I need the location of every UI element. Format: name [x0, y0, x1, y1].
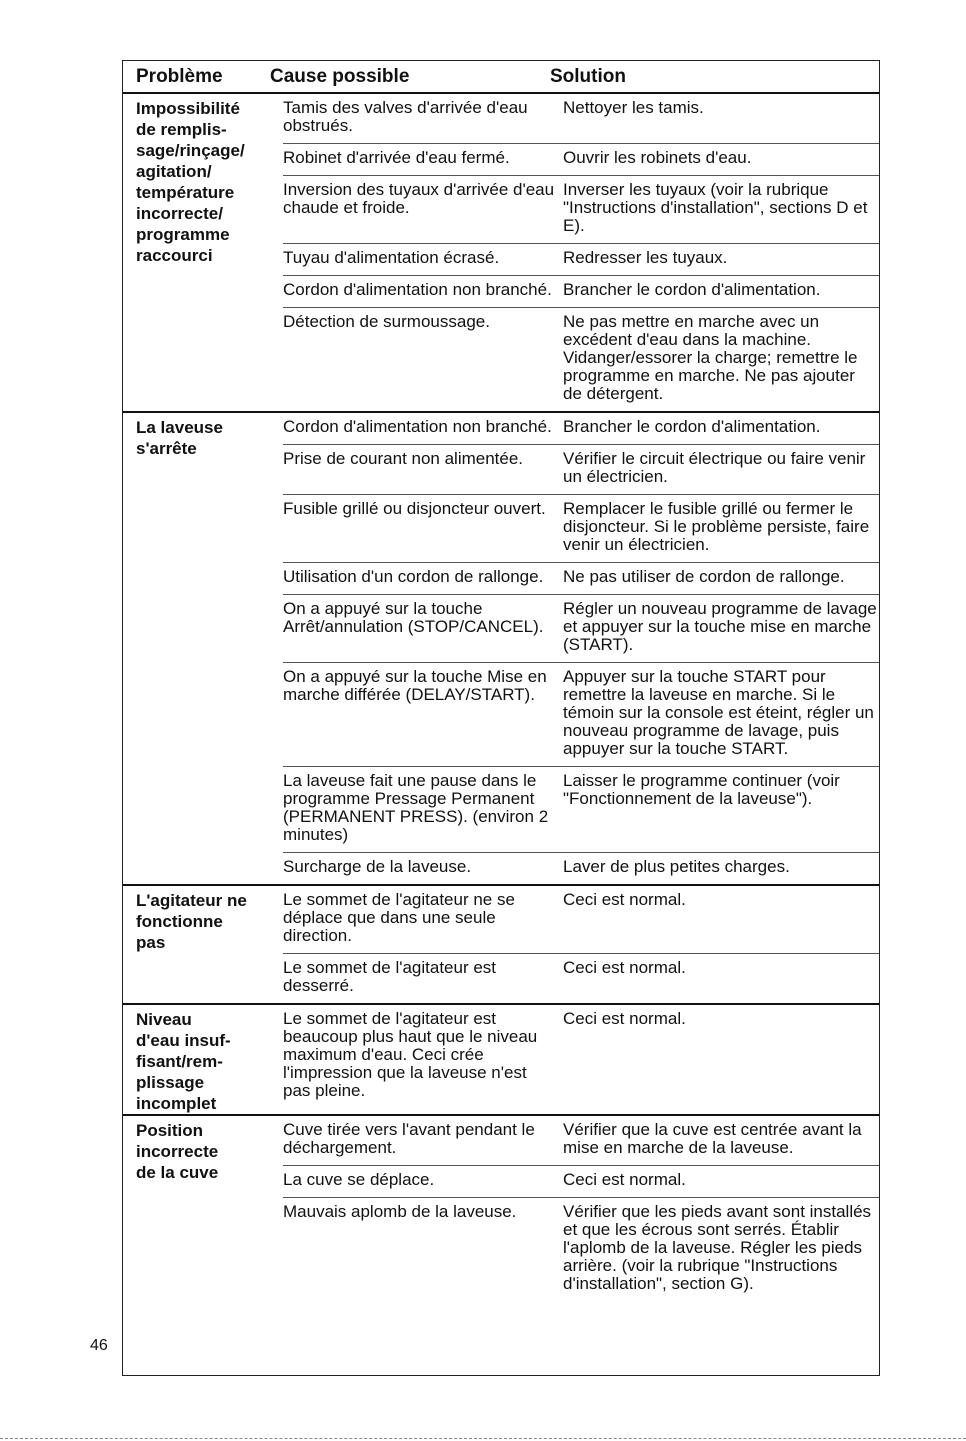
cause-cell: Tuyau d'alimentation écrasé. — [283, 248, 500, 267]
table-row — [283, 1116, 879, 1166]
cause-cell: Surcharge de la laveuse. — [283, 857, 472, 876]
table-row — [283, 413, 879, 445]
problem-label: Position incorrecte de la cuve — [136, 1121, 219, 1182]
solution-cell: Brancher le cordon d'alimentation. — [563, 280, 821, 299]
table-row — [283, 1166, 879, 1198]
problem-cell — [123, 1116, 283, 1301]
problem-section — [123, 1116, 879, 1301]
cause-cell: Cordon d'alimentation non branché. — [283, 417, 552, 436]
table-row — [283, 244, 879, 276]
cause-cell: Cuve tirée vers l'avant pendant le déchargement. — [283, 1120, 535, 1157]
table-body — [123, 94, 879, 1301]
cause-cell: Détection de surmoussage. — [283, 312, 490, 331]
problem-cell — [123, 94, 283, 411]
cause-cell: Le sommet de l'agitateur ne se déplace que dans une seule direction. — [283, 890, 515, 945]
table-row — [283, 886, 879, 954]
table-row — [283, 144, 879, 176]
solution-cell: Inverser les tuyaux (voir la rubrique "Instructions d'installation", sections D et E). — [563, 180, 868, 235]
problem-cell — [123, 1005, 283, 1114]
problem-cell — [123, 886, 283, 1003]
problem-label: La laveuse s'arrête — [136, 418, 223, 458]
table-row — [283, 176, 879, 244]
cause-cell: Le sommet de l'agitateur est desserré. — [283, 958, 497, 995]
solution-cell: Appuyer sur la touche START pour remettre la laveuse en marche. Si le témoin sur la console est éteint, régler un nouveau programme de lavage, puis appuyer sur la touche START. — [563, 667, 874, 758]
problem-section — [123, 886, 879, 1005]
table-row — [283, 853, 879, 884]
cause-cell: Tamis des valves d'arrivée d'eau obstrués. — [283, 98, 528, 135]
table-row — [283, 495, 879, 563]
header-solution: Solution — [550, 66, 626, 87]
table-row — [283, 954, 879, 1003]
cause-cell: Mauvais aplomb de la laveuse. — [283, 1202, 517, 1221]
cause-cell: La laveuse fait une pause dans le programme Pressage Permanent (PERMANENT PRESS). (environ 2 minutes) — [283, 771, 549, 844]
solution-cell: Vérifier que la cuve est centrée avant la mise en marche de la laveuse. — [563, 1120, 862, 1157]
solution-cell: Régler un nouveau programme de lavage et appuyer sur la touche mise en marche (START). — [563, 599, 877, 654]
cause-cell: Utilisation d'un cordon de rallonge. — [283, 567, 544, 586]
problem-label: L'agitateur ne fonctionne pas — [136, 891, 247, 952]
solution-cell: Remplacer le fusible grillé ou fermer le disjoncteur. Si le problème persiste, faire venir un électricien. — [563, 499, 870, 554]
cause-cell: Inversion des tuyaux d'arrivée d'eau chaude et froide. — [283, 180, 555, 217]
header-cause: Cause possible — [270, 66, 410, 87]
table-row — [283, 276, 879, 308]
table-row — [283, 767, 879, 853]
table-row — [283, 308, 879, 411]
problem-section — [123, 94, 879, 413]
solution-cell: Laisser le programme continuer (voir "Fonctionnement de la laveuse"). — [563, 771, 840, 808]
cause-solution-rows — [283, 1116, 879, 1301]
cause-cell: Le sommet de l'agitateur est beaucoup plus haut que le niveau maximum d'eau. Ceci crée l'impression que la laveuse n'est pas pleine. — [283, 1009, 538, 1100]
solution-cell: Ouvrir les robinets d'eau. — [563, 148, 752, 167]
problem-label: Impossibilité de remplis- sage/rinçage/ agitation/ température incorrecte/ programme raccourci — [136, 99, 245, 265]
troubleshooting-table — [122, 60, 880, 1376]
cause-cell: La cuve se déplace. — [283, 1170, 435, 1189]
solution-cell: Vérifier le circuit électrique ou faire venir un électricien. — [563, 449, 866, 486]
cause-cell: Prise de courant non alimentée. — [283, 449, 524, 468]
table-header — [123, 61, 879, 94]
solution-cell: Ceci est normal. — [563, 890, 686, 909]
table-row — [283, 563, 879, 595]
solution-cell: Ceci est normal. — [563, 958, 686, 977]
cause-cell: Cordon d'alimentation non branché. — [283, 280, 552, 299]
cause-cell: Robinet d'arrivée d'eau fermé. — [283, 148, 510, 167]
table-row — [283, 595, 879, 663]
problem-section — [123, 1005, 879, 1116]
solution-cell: Ceci est normal. — [563, 1009, 686, 1028]
solution-cell: Redresser les tuyaux. — [563, 248, 728, 267]
problem-section — [123, 413, 879, 886]
solution-cell: Ne pas mettre en marche avec un excédent d'eau dans la machine. Vidanger/essorer la charge; remettre le programme en marche. Ne pas ajouter de détergent. — [563, 312, 858, 403]
solution-cell: Laver de plus petites charges. — [563, 857, 790, 876]
page-number: 46 — [90, 1337, 108, 1354]
table-row — [283, 94, 879, 144]
solution-cell: Ceci est normal. — [563, 1170, 686, 1189]
table-row — [283, 1005, 879, 1108]
footer-rule — [0, 1438, 966, 1439]
solution-cell: Ne pas utiliser de cordon de rallonge. — [563, 567, 845, 586]
table-row — [283, 663, 879, 767]
header-problem: Problème — [136, 66, 223, 87]
cause-solution-rows — [283, 886, 879, 1003]
cause-solution-rows — [283, 1005, 879, 1114]
solution-cell: Nettoyer les tamis. — [563, 98, 704, 117]
table-row — [283, 1198, 879, 1301]
cause-cell: On a appuyé sur la touche Mise en marche différée (DELAY/START). — [283, 667, 547, 704]
solution-cell: Brancher le cordon d'alimentation. — [563, 417, 821, 436]
cause-cell: On a appuyé sur la touche Arrêt/annulation (STOP/CANCEL). — [283, 599, 544, 636]
solution-cell: Vérifier que les pieds avant sont installés et que les écrous sont serrés. Établir l'aplomb de la laveuse. Régler les pieds arrière. (voir la rubrique "Instructions d'installation", section G). — [563, 1202, 872, 1293]
table-row — [283, 445, 879, 495]
cause-solution-rows — [283, 94, 879, 411]
cause-solution-rows — [283, 413, 879, 884]
cause-cell: Fusible grillé ou disjoncteur ouvert. — [283, 499, 546, 518]
problem-label: Niveau d'eau insuf- fisant/rem- plissage incomplet — [136, 1010, 231, 1113]
problem-cell — [123, 413, 283, 884]
